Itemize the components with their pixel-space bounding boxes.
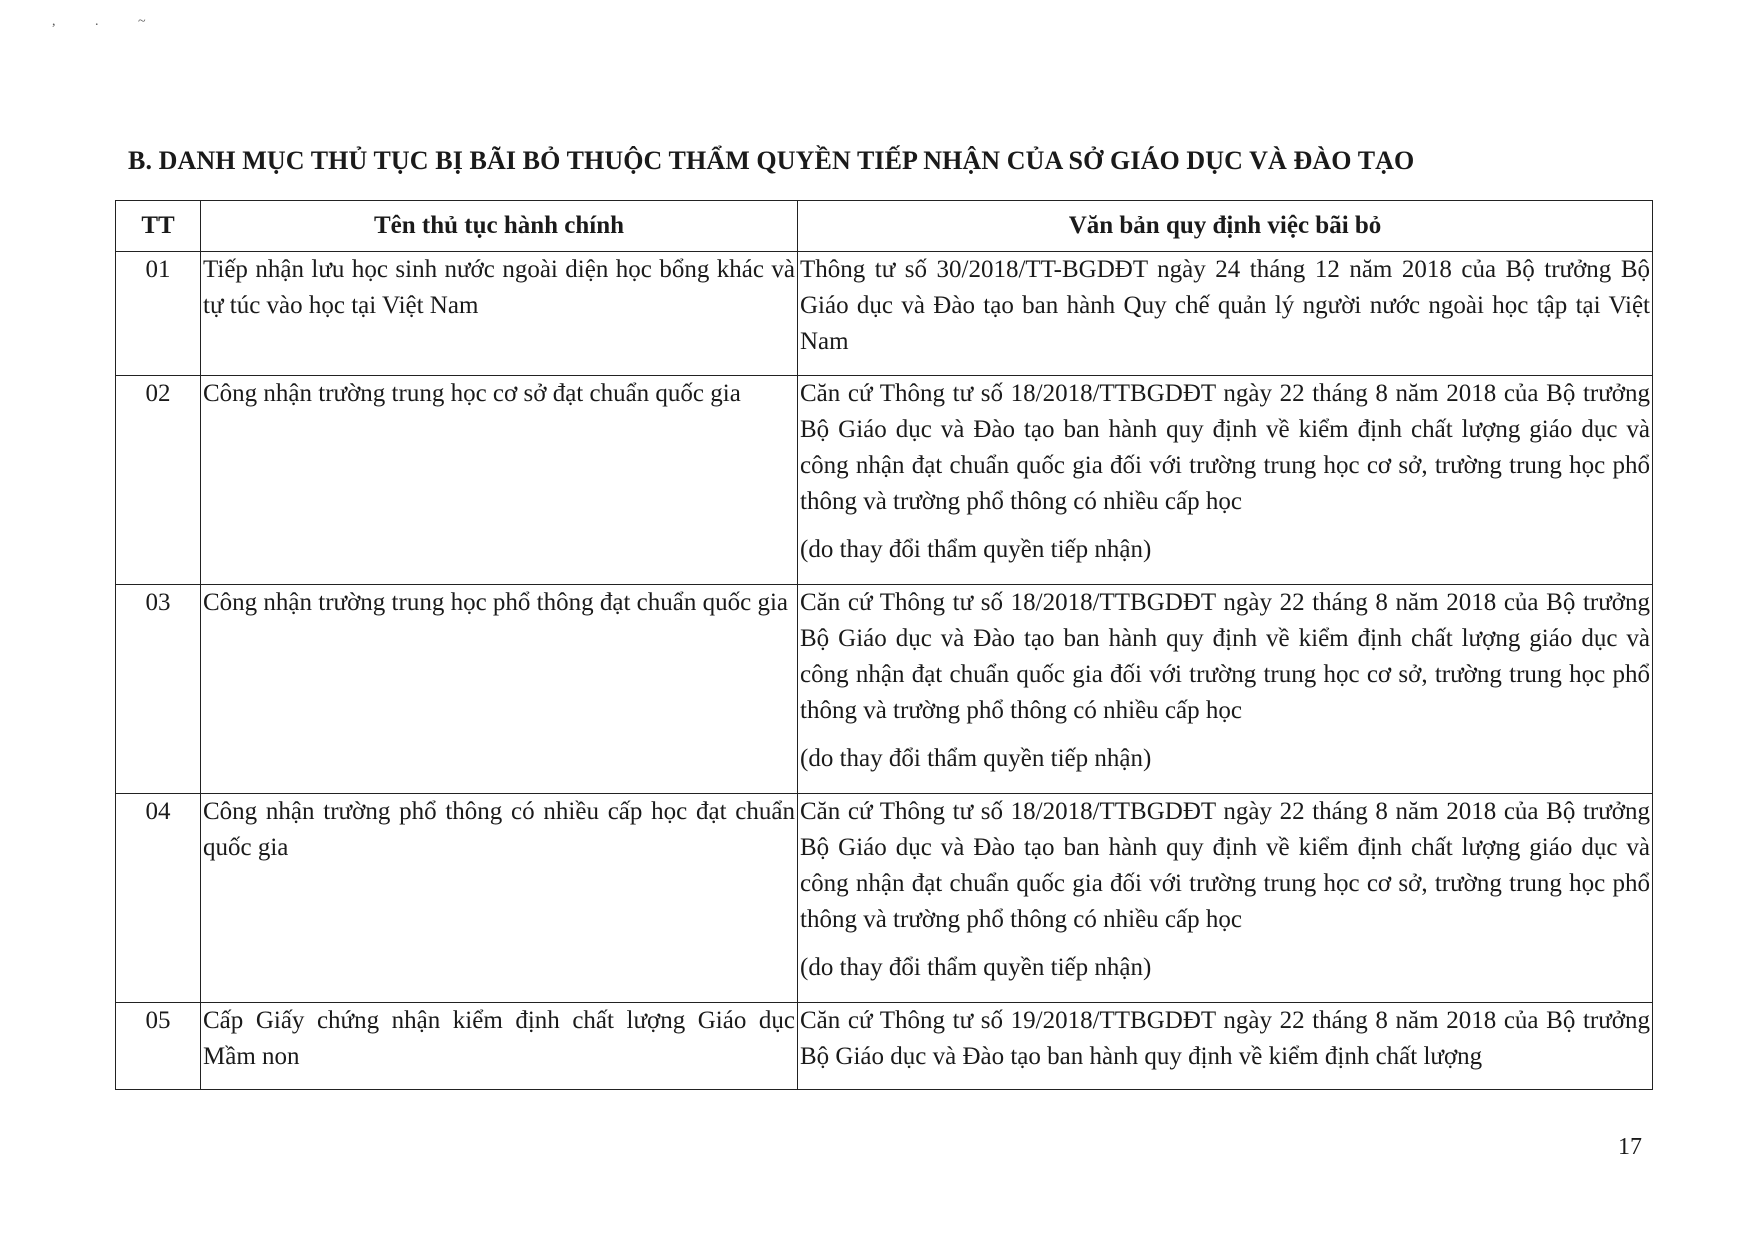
row-number: 04 xyxy=(116,794,201,1003)
row-number: 05 xyxy=(116,1003,201,1090)
row-number: 03 xyxy=(116,585,201,794)
table-row xyxy=(116,585,1653,794)
table-row xyxy=(116,794,1653,1003)
table-row xyxy=(116,252,1653,376)
document-text: Căn cứ Thông tư số 18/2018/TTBGDĐT ngày 22 tháng 8 năm 2018 của Bộ trưởng Bộ Giáo dục và Đào tạo ban hành quy định về kiểm định chất lượng giáo dục và công nhận đạt chuẩn quốc gia đối với trường trung học cơ sở, trường trung học phổ thông và trường phổ thông có nhiều cấp học xyxy=(800,589,1650,724)
page-number: 17 xyxy=(1618,1134,1642,1160)
abolition-document xyxy=(798,794,1653,1003)
header-abolition-document: Văn bản quy định việc bãi bỏ xyxy=(798,201,1653,252)
document-note: (do thay đổi thẩm quyền tiếp nhận) xyxy=(800,954,1152,981)
procedure-name: Công nhận trường phổ thông có nhiều cấp học đạt chuẩn quốc gia xyxy=(201,794,798,1003)
table-row xyxy=(116,376,1653,585)
document-text: Căn cứ Thông tư số 18/2018/TTBGDĐT ngày 22 tháng 8 năm 2018 của Bộ trưởng Bộ Giáo dục và Đào tạo ban hành quy định về kiểm định chất lượng giáo dục và công nhận đạt chuẩn quốc gia đối với trường trung học cơ sở, trường trung học phổ thông và trường phổ thông có nhiều cấp học xyxy=(800,380,1650,515)
abolition-document xyxy=(798,1003,1653,1090)
header-procedure-name: Tên thủ tục hành chính xyxy=(201,201,798,252)
procedure-name: Công nhận trường trung học cơ sở đạt chuẩn quốc gia xyxy=(201,376,798,585)
document-text: Thông tư số 30/2018/TT-BGDĐT ngày 24 tháng 12 năm 2018 của Bộ trưởng Bộ Giáo dục và Đào tạo ban hành Quy chế quản lý người nước ngoài học tập tại Việt Nam xyxy=(800,256,1650,355)
document-note: (do thay đổi thẩm quyền tiếp nhận) xyxy=(800,536,1152,563)
table-row xyxy=(116,1003,1653,1090)
procedure-name: Công nhận trường trung học phổ thông đạt chuẩn quốc gia xyxy=(201,585,798,794)
document-text: Căn cứ Thông tư số 19/2018/TTBGDĐT ngày 22 tháng 8 năm 2018 của Bộ trưởng Bộ Giáo dục và Đào tạo ban hành quy định về kiểm định chất lượng xyxy=(800,1007,1650,1070)
procedure-name: Cấp Giấy chứng nhận kiểm định chất lượng Giáo dục Mầm non xyxy=(201,1003,798,1090)
procedures-table xyxy=(115,200,1653,1090)
abolition-document xyxy=(798,376,1653,585)
header-tt: TT xyxy=(116,201,201,252)
abolition-document xyxy=(798,252,1653,376)
abolition-document xyxy=(798,585,1653,794)
table-header-row xyxy=(116,201,1653,252)
document-text: Căn cứ Thông tư số 18/2018/TTBGDĐT ngày 22 tháng 8 năm 2018 của Bộ trưởng Bộ Giáo dục và Đào tạo ban hành quy định về kiểm định chất lượng giáo dục và công nhận đạt chuẩn quốc gia đối với trường trung học cơ sở, trường trung học phổ thông và trường phổ thông có nhiều cấp học xyxy=(800,798,1650,933)
row-number: 02 xyxy=(116,376,201,585)
procedure-name: Tiếp nhận lưu học sinh nước ngoài diện học bổng khác và tự túc vào học tại Việt Nam xyxy=(201,252,798,376)
section-heading: B. DANH MỤC THỦ TỤC BỊ BÃI BỎ THUỘC THẨM QUYỀN TIẾP NHẬN CỦA SỞ GIÁO DỤC VÀ ĐÀO TẠO xyxy=(128,146,1415,175)
row-number: 01 xyxy=(116,252,201,376)
document-note: (do thay đổi thẩm quyền tiếp nhận) xyxy=(800,745,1152,772)
scan-marks: , . ~ xyxy=(52,14,164,29)
